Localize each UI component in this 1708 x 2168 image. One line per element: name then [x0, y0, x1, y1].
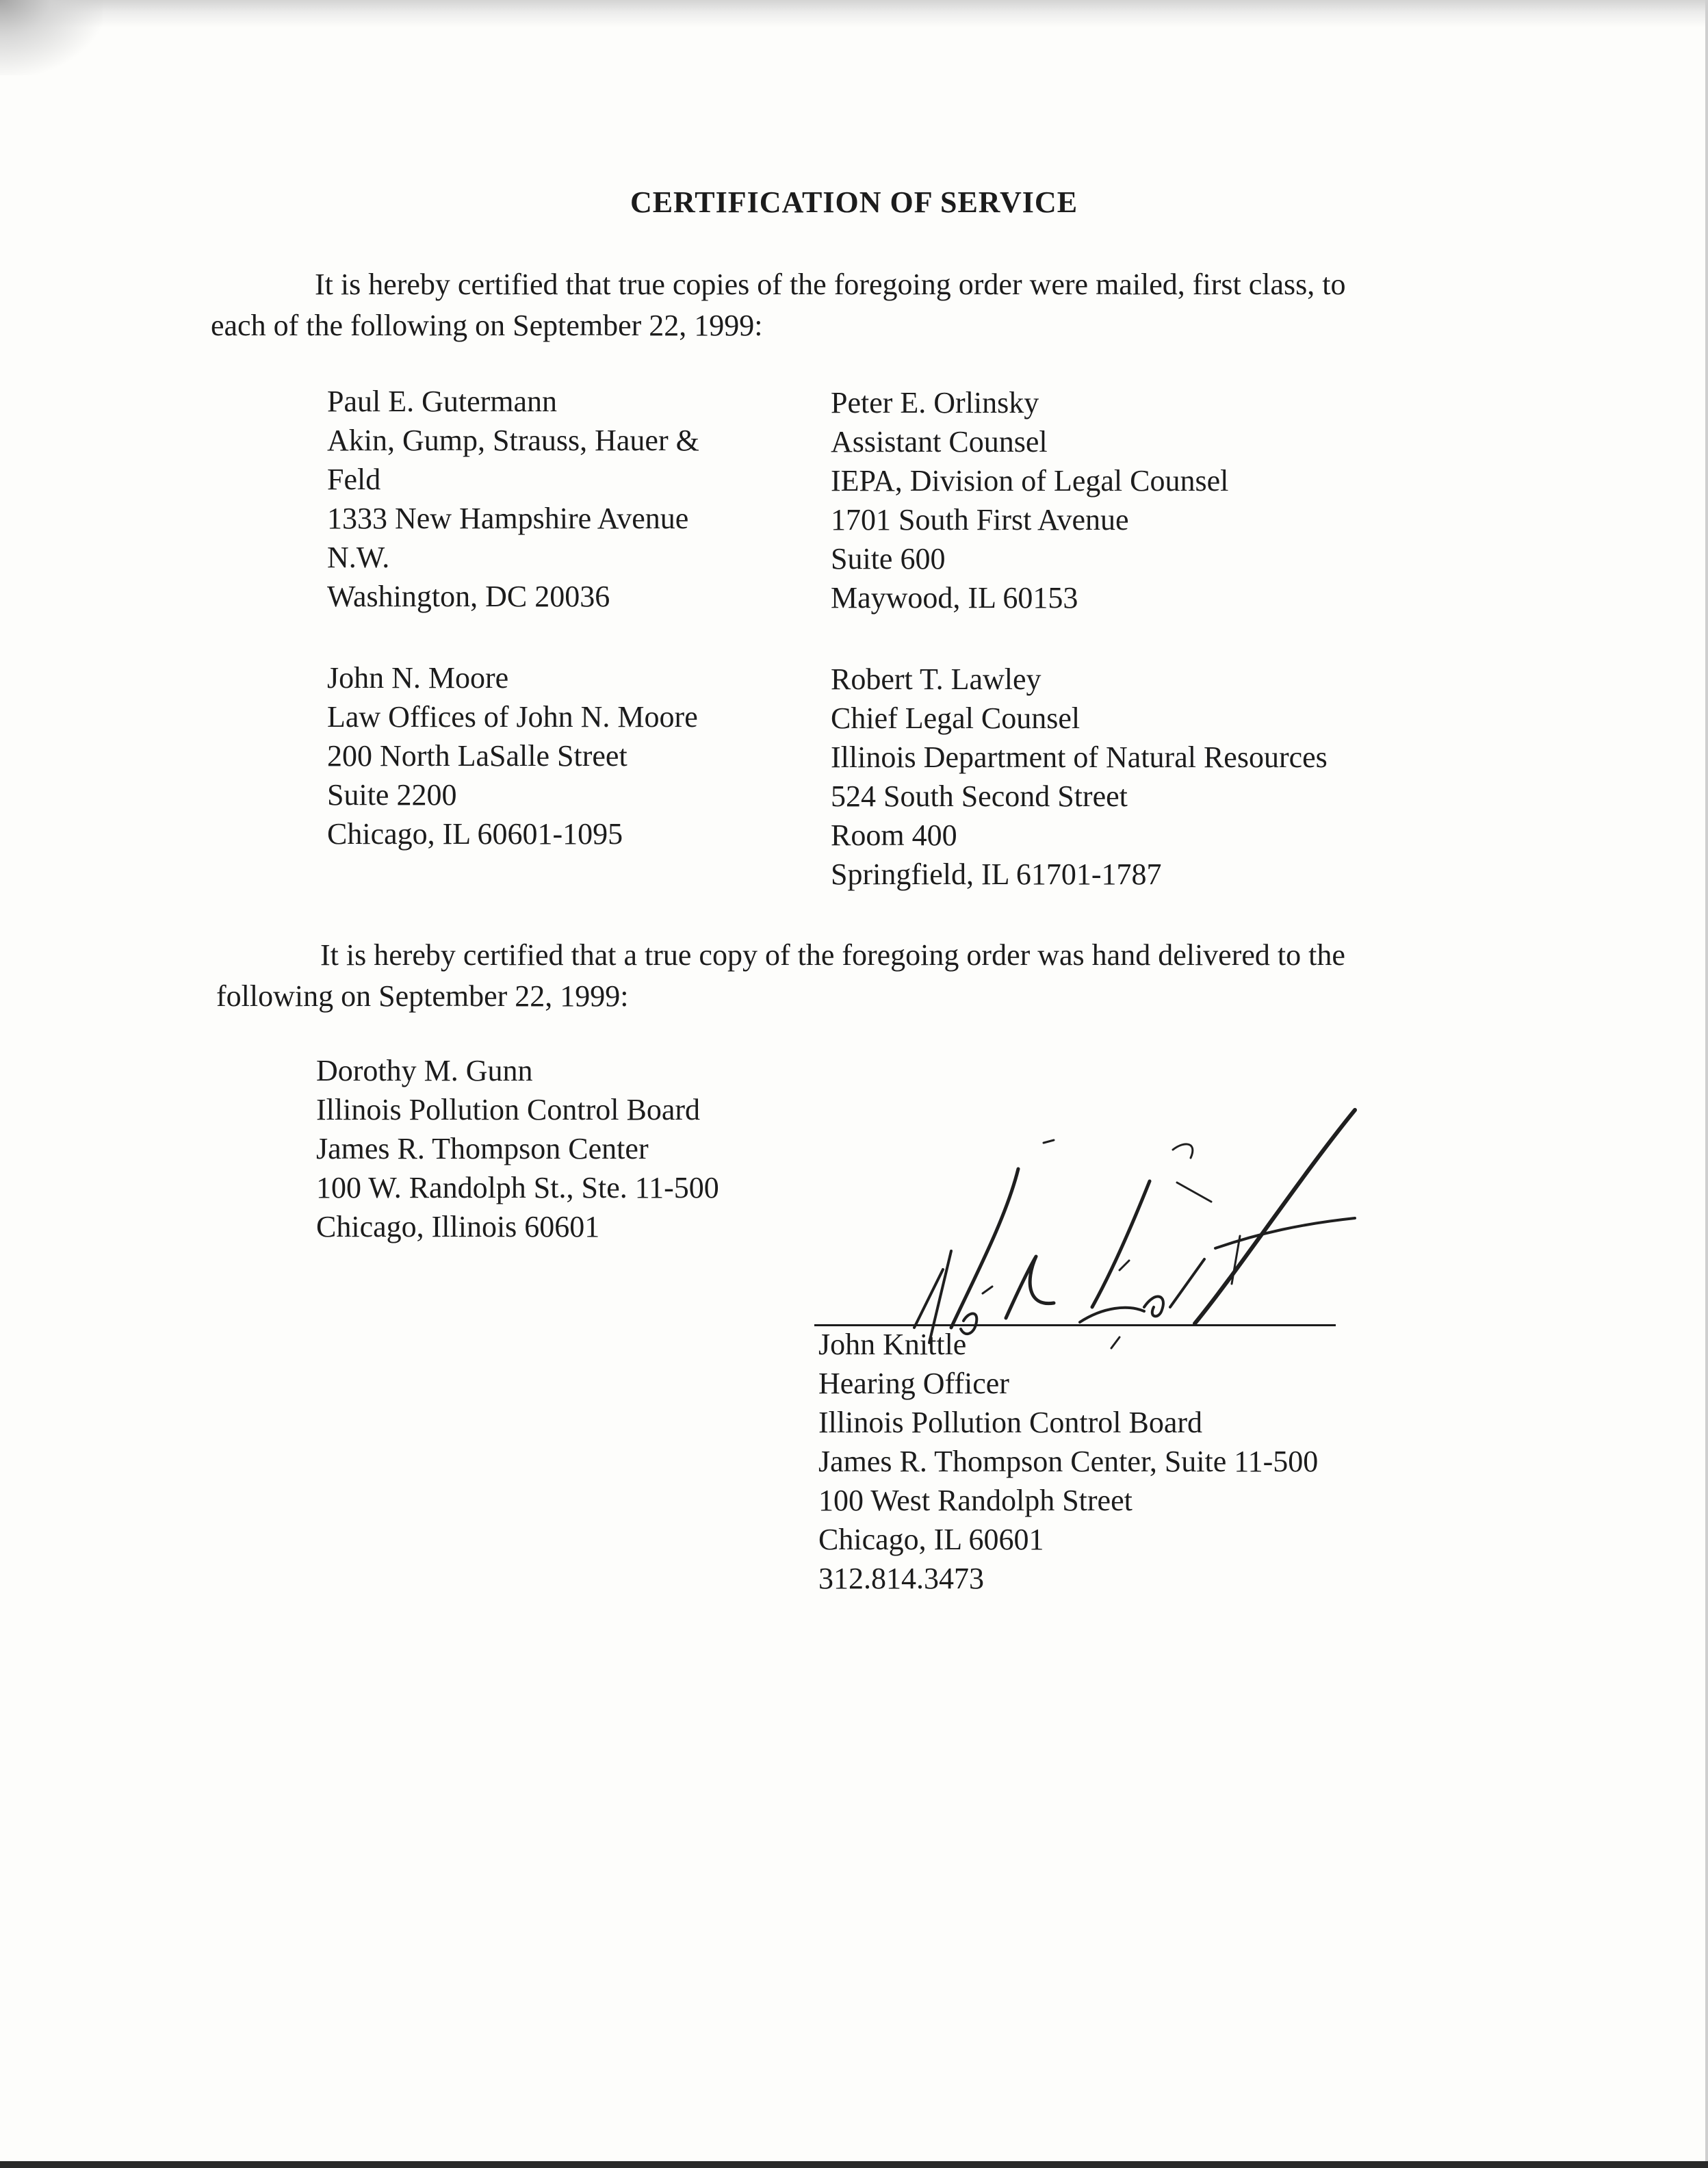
scan-edge-top	[0, 0, 1708, 27]
address-line: 1701 South First Avenue	[831, 503, 1129, 537]
address-line: Illinois Pollution Control Board	[316, 1093, 701, 1126]
address-line: Peter E. Orlinsky	[831, 386, 1039, 420]
address-line: 200 North LaSalle Street	[327, 739, 627, 773]
address-line: Maywood, IL 60153	[831, 581, 1078, 615]
recipient-address-gutermann	[327, 382, 699, 616]
address-line: James R. Thompson Center, Suite 11-500	[818, 1445, 1319, 1478]
signatory-name: John Knittle	[818, 1328, 967, 1361]
address-line: 100 West Randolph Street	[818, 1484, 1133, 1517]
paragraph-line: following on September 22, 1999:	[216, 979, 629, 1013]
address-line: Springfield, IL 61701-1787	[831, 857, 1162, 891]
address-line: Law Offices of John N. Moore	[327, 700, 698, 734]
address-line: James R. Thompson Center	[316, 1132, 649, 1165]
scan-edge-bottom	[0, 2161, 1708, 2168]
paragraph-line: It is hereby certified that true copies of the foregoing order were mailed, first class, to	[315, 268, 1346, 301]
signatory-phone: 312.814.3473	[818, 1562, 984, 1595]
address-line: Chicago, IL 60601-1095	[327, 817, 623, 851]
address-line: Chicago, IL 60601	[818, 1523, 1044, 1556]
address-line: Paul E. Gutermann	[327, 385, 558, 418]
address-line: Robert T. Lawley	[831, 662, 1041, 696]
signatory-block	[818, 1325, 1318, 1598]
address-line: 524 South Second Street	[831, 779, 1128, 813]
paragraph-line: It is hereby certified that a true copy of the foregoing order was hand delivered to the	[320, 938, 1345, 972]
address-line: Akin, Gump, Strauss, Hauer &	[327, 424, 699, 457]
recipient-address-gunn	[316, 1051, 719, 1246]
scan-corner-smudge	[0, 0, 103, 75]
address-line: N.W.	[327, 541, 390, 574]
signatory-title: Hearing Officer	[818, 1367, 1009, 1400]
address-line: 100 W. Randolph St., Ste. 11-500	[316, 1171, 719, 1204]
address-line: IEPA, Division of Legal Counsel	[831, 464, 1229, 498]
address-line: John N. Moore	[327, 661, 509, 695]
recipient-address-lawley	[831, 660, 1328, 894]
recipient-address-orlinsky	[831, 383, 1228, 617]
mail-certification-paragraph	[211, 264, 1497, 346]
hand-delivery-certification-paragraph	[216, 935, 1503, 1017]
address-line: Room 400	[831, 818, 957, 852]
address-line: Illinois Department of Natural Resources	[831, 740, 1328, 774]
page-title: CERTIFICATION OF SERVICE	[630, 185, 1078, 219]
address-line: Chicago, Illinois 60601	[316, 1210, 600, 1243]
address-line: Illinois Pollution Control Board	[818, 1406, 1203, 1439]
address-line: Suite 2200	[327, 778, 457, 812]
address-line: Washington, DC 20036	[327, 580, 610, 613]
address-line: Assistant Counsel	[831, 425, 1048, 459]
address-line: 1333 New Hampshire Avenue	[327, 502, 689, 535]
recipient-address-moore	[327, 658, 698, 853]
address-line: Chief Legal Counsel	[831, 701, 1081, 735]
paragraph-line: each of the following on September 22, 1999:	[211, 309, 763, 342]
scan-edge-right	[1705, 0, 1708, 2168]
address-line: Feld	[327, 463, 381, 496]
address-line: Dorothy M. Gunn	[316, 1054, 533, 1087]
address-line: Suite 600	[831, 542, 946, 576]
